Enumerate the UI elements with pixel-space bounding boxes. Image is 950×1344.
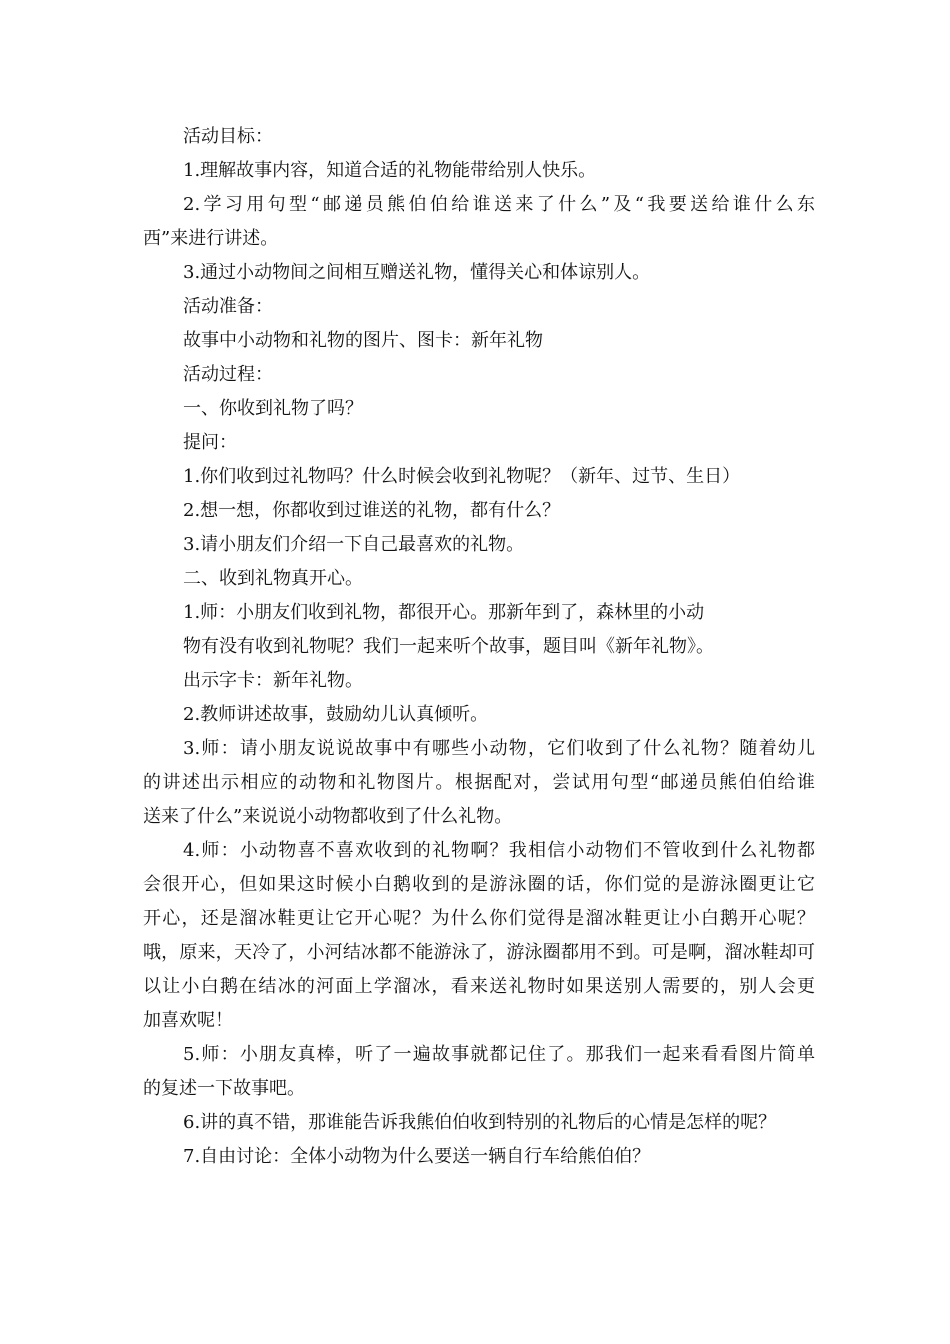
question-1: 1.你们收到过礼物吗？什么时候会收到礼物呢？（新年、过节、生日）	[183, 466, 741, 487]
step-3: 3.师：请小朋友说说故事中有哪些小动物，它们收到了什么礼物？随着幼儿	[183, 738, 815, 759]
question-label: 提问：	[183, 432, 237, 453]
step-4: 4.师：小动物喜不喜欢收到的礼物啊？我相信小动物们不管收到什么礼物都	[183, 840, 815, 861]
section-1-title: 一、你收到礼物了吗？	[183, 398, 363, 419]
step-3-cont-1: 的讲述出示相应的动物和礼物图片。根据配对，尝试用句型“邮递员熊伯伯给谁	[143, 772, 815, 793]
show-card: 出示字卡：新年礼物。	[183, 670, 363, 691]
goal-2-cont: 西”来进行讲述。	[143, 228, 279, 249]
heading-preparation: 活动准备：	[183, 296, 273, 317]
question-3: 3.请小朋友们介绍一下自己最喜欢的礼物。	[183, 534, 525, 555]
heading-process: 活动过程：	[183, 364, 273, 385]
goal-2: 2.学习用句型“邮递员熊伯伯给谁送来了什么”及“我要送给谁什么东	[183, 194, 815, 215]
step-5: 5.师：小朋友真棒，听了一遍故事就都记住了。那我们一起来看看图片简单	[183, 1044, 815, 1065]
step-4-cont-2: 开心，还是溜冰鞋更让它开心呢？为什么你们觉得是溜冰鞋更让小白鹅开心呢？	[143, 908, 815, 929]
step-4-cont-3: 哦，原来，天冷了，小河结冰都不能游泳了，游泳圈都用不到。可是啊，溜冰鞋却可	[143, 942, 815, 963]
goal-1: 1.理解故事内容，知道合适的礼物能带给别人快乐。	[183, 160, 597, 181]
step-3-cont-2: 送来了什么”来说说小动物都收到了什么礼物。	[143, 806, 513, 827]
step-1-cont: 物有没有收到礼物呢？我们一起来听个故事，题目叫《新年礼物》。	[183, 636, 714, 657]
step-7: 7.自由讨论：全体小动物为什么要送一辆自行车给熊伯伯？	[183, 1146, 651, 1167]
section-2-title: 二、收到礼物真开心。	[183, 568, 363, 589]
document-body	[143, 120, 815, 1174]
step-4-cont-4: 以让小白鹅在结冰的河面上学溜冰，看来送礼物时如果送别人需要的，别人会更	[143, 976, 815, 997]
goal-3: 3.通过小动物间之间相互赠送礼物，懂得关心和体谅别人。	[183, 262, 651, 283]
question-2: 2.想一想，你都收到过谁送的礼物，都有什么？	[183, 500, 561, 521]
step-1: 1.师：小朋友们收到礼物，都很开心。那新年到了，森林里的小动	[183, 602, 705, 623]
preparation-text: 故事中小动物和礼物的图片、图卡：新年礼物	[183, 330, 543, 351]
step-2: 2.教师讲述故事，鼓励幼儿认真倾听。	[183, 704, 489, 725]
step-4-cont-5: 加喜欢呢！	[143, 1010, 233, 1031]
step-6: 6.讲的真不错，那谁能告诉我熊伯伯收到特别的礼物后的心情是怎样的呢？	[183, 1112, 777, 1133]
heading-goals: 活动目标：	[183, 126, 273, 147]
step-4-cont-1: 会很开心，但如果这时候小白鹅收到的是游泳圈的话，你们觉的是游泳圈更让它	[143, 874, 815, 895]
step-5-cont: 的复述一下故事吧。	[143, 1078, 305, 1099]
